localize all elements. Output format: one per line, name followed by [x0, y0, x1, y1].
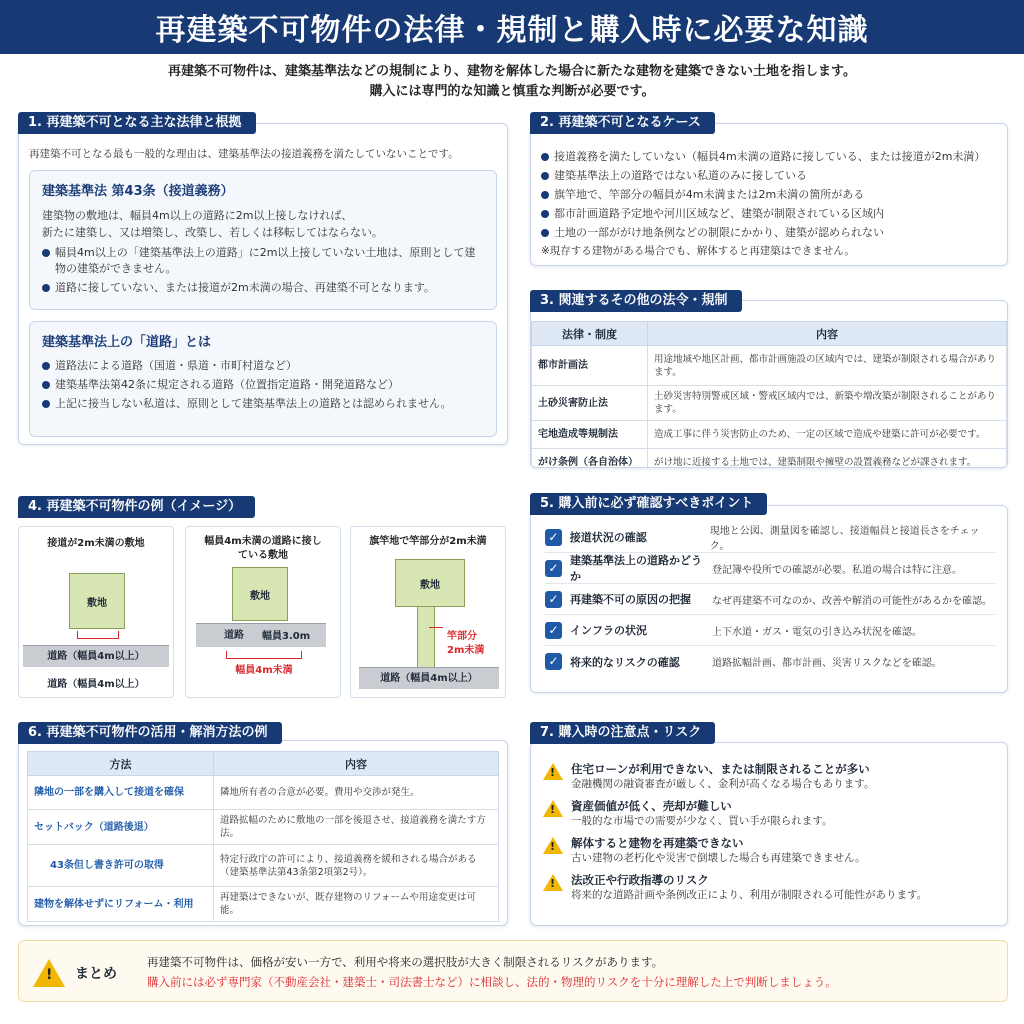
article-43-heading: 建築基準法 第43条（接道義務）	[42, 184, 234, 199]
width-note: 幅員4m未満	[235, 665, 293, 676]
warning-icon: !	[543, 800, 563, 817]
lot: 敷地	[395, 559, 465, 607]
section-6-card	[18, 740, 508, 926]
bullet-icon	[541, 153, 549, 161]
solutions-table	[27, 751, 499, 922]
article-43-body-1: 建築物の敷地は、幅員4m以上の道路に2m以上接しなければ、	[42, 209, 353, 222]
table-header-row	[28, 752, 499, 776]
checklist-item: ✓ 再建築不可の原因の把握 なぜ再建築不可なのか、改善や解消の可能性があるかを確認。	[545, 584, 995, 615]
table-row: 都市計画法 用途地域や地区計画、都市計画施設の区域内では、建築が制限される場合があります。	[532, 346, 1007, 386]
section-2-title: 2. 再建築不可となるケース	[530, 112, 715, 134]
section-5-card	[530, 505, 1008, 693]
checklist-item: ✓ 接道状況の確認 現地と公図、測量図を確認し、接道幅員と接道長さをチェック。	[545, 522, 995, 553]
section-7-card	[530, 742, 1008, 926]
warning-icon: !	[33, 959, 65, 987]
road-definition-box	[29, 321, 497, 437]
table-header-row	[532, 322, 1007, 346]
table-row: 建物を解体せずにリフォーム・利用 再建築はできないが、既存建物のリフォームや用途変更は可能。	[28, 887, 499, 922]
frontage-marker	[77, 631, 119, 639]
table-row: 43条但し書き許可の取得 特定行政庁の許可により、接道義務を緩和される場合がある（建築基準法第43条第2項第2号）。	[28, 845, 499, 887]
column-header: 内容	[648, 322, 1007, 346]
section-4-title: 4. 再建築不可物件の例（イメージ）	[18, 496, 255, 518]
warning-icon: !	[543, 837, 563, 854]
list-item: 接道義務を満たしていない（幅員4m未満の道路に接している、または接道が2m未満）	[541, 149, 997, 165]
pole-note-1: 竿部分	[447, 631, 477, 642]
summary-box	[18, 940, 1008, 1002]
bullet-icon	[42, 362, 50, 370]
related-laws-table	[531, 321, 1007, 468]
table-row: セットバック（道路後退） 道路拡幅のために敷地の一部を後退させ、接道義務を満たす方法。	[28, 810, 499, 845]
intro-line-2: 購入には専門的な知識と慎重な判断が必要です。	[369, 84, 655, 99]
checkbox-checked-icon: ✓	[545, 622, 562, 639]
checklist-item: ✓ インフラの状況 上下水道・ガス・電気の引き込み状況を確認。	[545, 615, 995, 646]
page-title: 再建築不可物件の法律・規制と購入時に必要な知識	[155, 13, 869, 48]
example-2-caption: 幅員4m未満の道路に接している敷地	[204, 536, 322, 561]
list-item: 土地の一部ががけ地条例などの制限にかかり、建築が認められない	[541, 225, 997, 241]
section-3-title: 3. 関連するその他の法令・規制	[530, 290, 742, 312]
bullet-icon	[541, 172, 549, 180]
lot: 敷地	[232, 567, 288, 621]
list-item: 都市計画道路予定地や河川区域など、建築が制限されている区域内	[541, 206, 997, 222]
list-item: 上記に接当しない私道は、原則として建築基準法上の道路とは認められません。	[42, 396, 484, 412]
checklist-item: ✓ 将来的なリスクの確認 道路拡幅計画、都市計画、災害リスクなどを確認。	[545, 646, 995, 677]
bullet-icon	[541, 210, 549, 218]
bullet-icon	[42, 284, 50, 292]
pole-marker	[429, 627, 443, 628]
list-item: 建築基準法上の道路ではない私道のみに接している	[541, 168, 997, 184]
column-header: 方法	[28, 752, 214, 776]
bullet-icon	[541, 229, 549, 237]
column-header: 法律・制度	[532, 322, 648, 346]
risk-item: ! 法改正や行政指導のリスク 将来的な道路計画や条例改正により、利用が制限される可能性があります。	[543, 872, 997, 903]
road-definition-heading: 建築基準法上の「道路」とは	[42, 335, 212, 350]
warning-icon: !	[543, 874, 563, 891]
section-2-card	[530, 123, 1008, 266]
bullet-icon	[541, 191, 549, 199]
list-item: 建築基準法第42条に規定される道路（位置指定道路・開発道路など）	[42, 377, 484, 393]
section-6-title: 6. 再建築不可物件の活用・解消方法の例	[18, 722, 282, 744]
bullet-icon	[42, 381, 50, 389]
checkbox-checked-icon: ✓	[545, 560, 562, 577]
section-1-lead: 再建築不可となる最も一般的な理由は、建築基準法の接道義務を満たしていないことです。	[29, 148, 459, 160]
table-row: がけ条例（各自治体） がけ地に近接する土地では、建築制限や擁壁の設置義務などが課されます。	[532, 449, 1007, 469]
article-43-box	[29, 170, 497, 310]
bullet-icon	[42, 249, 50, 257]
checkbox-checked-icon: ✓	[545, 653, 562, 670]
example-3-caption: 旗竿地で竿部分が2m未満	[369, 536, 487, 547]
risk-item: ! 住宅ローンが利用できない、または制限されることが多い 金融機関の融資審査が厳しく、金利が高くなる場合もあります。	[543, 761, 997, 792]
summary-line-1: 再建築不可物件は、価格が安い一方で、利用や将来の選択肢が大きく制限されるリスクがあります。	[147, 955, 664, 969]
article-43-body-2: 新たに建築し、又は増築し、改築し、若しくは移転してはならない。	[42, 226, 383, 239]
road: 道路（幅員4m以上）	[23, 645, 169, 667]
section-5-title: 5. 購入前に必ず確認すべきポイント	[530, 493, 767, 515]
warning-icon: !	[543, 763, 563, 780]
example-1-caption: 接道が2m未満の敷地	[47, 538, 145, 549]
checkbox-checked-icon: ✓	[545, 591, 562, 608]
pole-note-2: 2m未満	[447, 645, 485, 656]
risk-item: ! 解体すると建物を再建築できない 古い建物の老朽化や災害で倒壊した場合も再建築できません。	[543, 835, 997, 866]
flag-pole	[417, 607, 435, 667]
list-item: 旗竿地で、竿部分の幅員が4m未満または2m未満の箇所がある	[541, 187, 997, 203]
table-row: 宅地造成等規制法 造成工事に伴う災害防止のため、一定の区域で造成や建築に許可が必要です。	[532, 421, 1007, 449]
example-narrow-frontage	[18, 526, 174, 698]
section-7-title: 7. 購入時の注意点・リスク	[530, 722, 715, 744]
section-1-title: 1. 再建築不可となる主な法律と根拠	[18, 112, 256, 134]
list-item: 幅員4m以上の「建築基準法上の道路」に2m以上接していない土地は、原則として建物の建築ができません。	[42, 245, 484, 277]
list-item: 道路に接していない、または接道が2m未満の場合、再建築不可となります。	[42, 280, 484, 296]
summary-line-2: 購入前には必ず専門家（不動産会社・建築士・司法書士など）に相談し、法的・物理的リスクを十分に理解した上で判断しましょう。	[147, 975, 837, 989]
example-narrow-road	[185, 526, 341, 698]
column-header: 内容	[214, 752, 499, 776]
section-1-card	[18, 123, 508, 445]
summary-label: まとめ	[75, 966, 117, 982]
risk-item: ! 資産価値が低く、売却が難しい 一般的な市場での需要が少なく、買い手が限られます。	[543, 798, 997, 829]
table-row: 土砂災害防止法 土砂災害特別警戒区域・警戒区域内では、新築や増改築が制限されることがあります。	[532, 386, 1007, 421]
road: 道路（幅員4m以上）	[359, 667, 499, 689]
checklist-item: ✓ 建築基準法上の道路かどうか 登記簿や役所での確認が必要。私道の場合は特に注意。	[545, 553, 995, 584]
intro-line-1: 再建築不可物件は、建築基準法などの規制により、建物を解体した場合に新たな建物を建築できない土地を指します。	[168, 64, 856, 79]
page-header	[0, 0, 1024, 54]
lot: 敷地	[69, 573, 125, 629]
width-marker	[226, 651, 302, 659]
example-flag-lot	[350, 526, 506, 698]
road-caption: 道路（幅員4m以上）	[47, 679, 145, 690]
section-3-card	[530, 300, 1008, 468]
road: 道路	[196, 623, 326, 647]
road-width-label: 幅員3.0m	[262, 631, 311, 642]
list-item: 道路法による道路（国道・県道・市町村道など）	[42, 358, 484, 374]
table-row: 隣地の一部を購入して接道を確保 隣地所有者の合意が必要。費用や交渉が発生。	[28, 776, 499, 810]
bullet-icon	[42, 400, 50, 408]
checkbox-checked-icon: ✓	[545, 529, 562, 546]
section-2-note: ※現存する建物がある場合でも、解体すると再建築はできません。	[541, 245, 855, 257]
intro	[0, 62, 1024, 102]
